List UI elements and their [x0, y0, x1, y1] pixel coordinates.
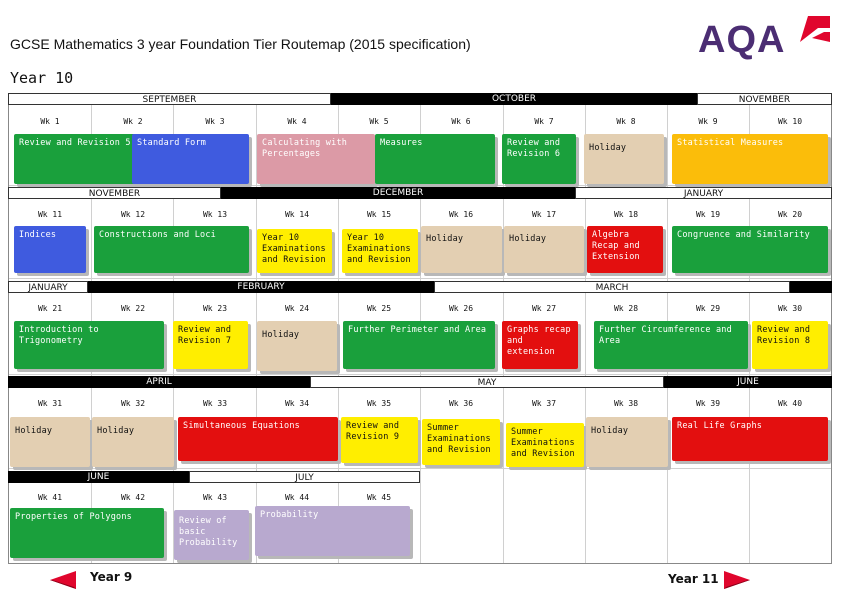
year-heading: Year 10 — [10, 69, 74, 87]
topic-block[interactable]: Holiday — [10, 417, 90, 467]
week-label: Wk 12 — [120, 210, 146, 219]
topic-block[interactable]: Simultaneous Equations — [178, 417, 338, 461]
topic-block[interactable]: Holiday — [504, 226, 584, 273]
week-label: Wk 40 — [777, 399, 803, 408]
topic-block[interactable]: Review and Revision 5 — [14, 134, 162, 184]
month-label: FEBRUARY — [88, 281, 434, 293]
week-label: Wk 45 — [366, 493, 392, 502]
week-label: Wk 9 — [698, 117, 718, 126]
week-label: Wk 39 — [695, 399, 721, 408]
month-label: NOVEMBER — [8, 187, 221, 199]
week-label: Wk 34 — [284, 399, 310, 408]
topic-block[interactable]: Review and Revision 8 — [752, 321, 828, 369]
topic-block[interactable]: Review and Revision 6 — [502, 134, 576, 184]
month-label: APRIL — [8, 376, 310, 388]
topic-block[interactable]: Measures — [375, 134, 495, 184]
routemap-grid — [8, 93, 832, 564]
week-label: Wk 18 — [613, 210, 639, 219]
month-label: NOVEMBER — [697, 93, 832, 105]
week-label: Wk 19 — [695, 210, 721, 219]
topic-block[interactable]: Holiday — [584, 134, 664, 184]
week-label: Wk 29 — [695, 304, 721, 313]
week-label: Wk 15 — [366, 210, 392, 219]
week-label: Wk 44 — [284, 493, 310, 502]
week-label: Wk 27 — [531, 304, 557, 313]
week-label: Wk 33 — [202, 399, 228, 408]
month-label: MARCH — [434, 281, 790, 293]
week-label: Wk 16 — [448, 210, 474, 219]
topic-block[interactable]: Summer Examinations and Revision — [506, 423, 584, 467]
week-label: Wk 37 — [531, 399, 557, 408]
topic-block[interactable]: Holiday — [586, 417, 668, 467]
topic-block[interactable]: Summer Examinations and Revision — [422, 419, 500, 465]
aqa-logo-text: AQA — [698, 19, 786, 61]
topic-block[interactable]: Holiday — [421, 226, 502, 273]
month-band — [790, 281, 832, 293]
topic-block[interactable]: Real Life Graphs — [672, 417, 828, 461]
week-label: Wk 38 — [613, 399, 639, 408]
week-label: Wk 32 — [120, 399, 146, 408]
week-label: Wk 36 — [448, 399, 474, 408]
month-label: JUNE — [664, 376, 832, 388]
month-label: SEPTEMBER — [8, 93, 331, 105]
week-label: Wk 14 — [284, 210, 310, 219]
week-label: Wk 8 — [616, 117, 636, 126]
week-label: Wk 24 — [284, 304, 310, 313]
topic-block[interactable]: Constructions and Loci — [94, 226, 249, 273]
week-label: Wk 5 — [369, 117, 389, 126]
topic-block[interactable]: Properties of Polygons — [10, 508, 164, 558]
month-label: JANUARY — [8, 281, 88, 293]
week-label: Wk 10 — [777, 117, 803, 126]
topic-block[interactable]: Holiday — [257, 321, 337, 371]
aqa-swoosh-icon — [798, 14, 832, 44]
month-label: DECEMBER — [221, 187, 575, 199]
topic-block[interactable]: Year 10 Examinations and Revision — [342, 229, 418, 273]
topic-block[interactable]: Year 10 Examinations and Revision — [257, 229, 332, 273]
week-label: Wk 3 — [205, 117, 225, 126]
topic-block[interactable]: Introduction to Trigonometry — [14, 321, 164, 369]
previous-year-arrow-icon[interactable] — [50, 571, 76, 589]
aqa-logo — [698, 14, 834, 60]
topic-block[interactable]: Algebra Recap and Extension — [587, 226, 663, 273]
week-label: Wk 17 — [531, 210, 557, 219]
page-title: GCSE Mathematics 3 year Foundation Tier Routemap (2015 specification) — [10, 36, 471, 52]
week-label: Wk 7 — [534, 117, 554, 126]
week-label: Wk 21 — [37, 304, 63, 313]
week-label: Wk 11 — [37, 210, 63, 219]
month-label: JANUARY — [575, 187, 832, 199]
next-year-label[interactable]: Year 11 — [668, 572, 719, 586]
week-label: Wk 4 — [287, 117, 307, 126]
topic-block[interactable]: Statistical Measures — [672, 134, 828, 184]
topic-block[interactable]: Indices — [14, 226, 86, 273]
previous-year-label[interactable]: Year 9 — [90, 570, 133, 584]
week-label: Wk 43 — [202, 493, 228, 502]
week-label: Wk 35 — [366, 399, 392, 408]
topic-block[interactable]: Review and Revision 9 — [341, 417, 418, 463]
month-label: MAY — [310, 376, 664, 388]
topic-block[interactable]: Congruence and Similarity — [672, 226, 828, 273]
week-label: Wk 41 — [37, 493, 63, 502]
next-year-arrow-icon[interactable] — [724, 571, 750, 589]
month-label: JULY — [189, 471, 420, 483]
week-label: Wk 31 — [37, 399, 63, 408]
week-label: Wk 6 — [451, 117, 471, 126]
week-label: Wk 26 — [448, 304, 474, 313]
topic-block[interactable]: Standard Form — [132, 134, 249, 184]
week-label: Wk 30 — [777, 304, 803, 313]
week-label: Wk 23 — [202, 304, 228, 313]
week-label: Wk 1 — [40, 117, 60, 126]
topic-block[interactable]: Holiday — [92, 417, 174, 467]
topic-block[interactable]: Review of basic Probability — [174, 510, 249, 560]
week-label: Wk 25 — [366, 304, 392, 313]
topic-block[interactable]: Review and Revision 7 — [173, 321, 248, 369]
month-label: OCTOBER — [331, 93, 697, 105]
topic-block[interactable]: Probability — [255, 506, 410, 556]
topic-block[interactable]: Further Perimeter and Area — [343, 321, 495, 369]
week-label: Wk 22 — [120, 304, 146, 313]
week-label: Wk 28 — [613, 304, 639, 313]
topic-block[interactable]: Graphs recap and extension — [502, 321, 578, 369]
week-label: Wk 2 — [123, 117, 143, 126]
topic-block[interactable]: Calculating with Percentages — [257, 134, 375, 184]
month-label: JUNE — [8, 471, 189, 483]
week-label: Wk 20 — [777, 210, 803, 219]
week-label: Wk 42 — [120, 493, 146, 502]
topic-block[interactable]: Further Circumference and Area — [594, 321, 748, 369]
week-label: Wk 13 — [202, 210, 228, 219]
